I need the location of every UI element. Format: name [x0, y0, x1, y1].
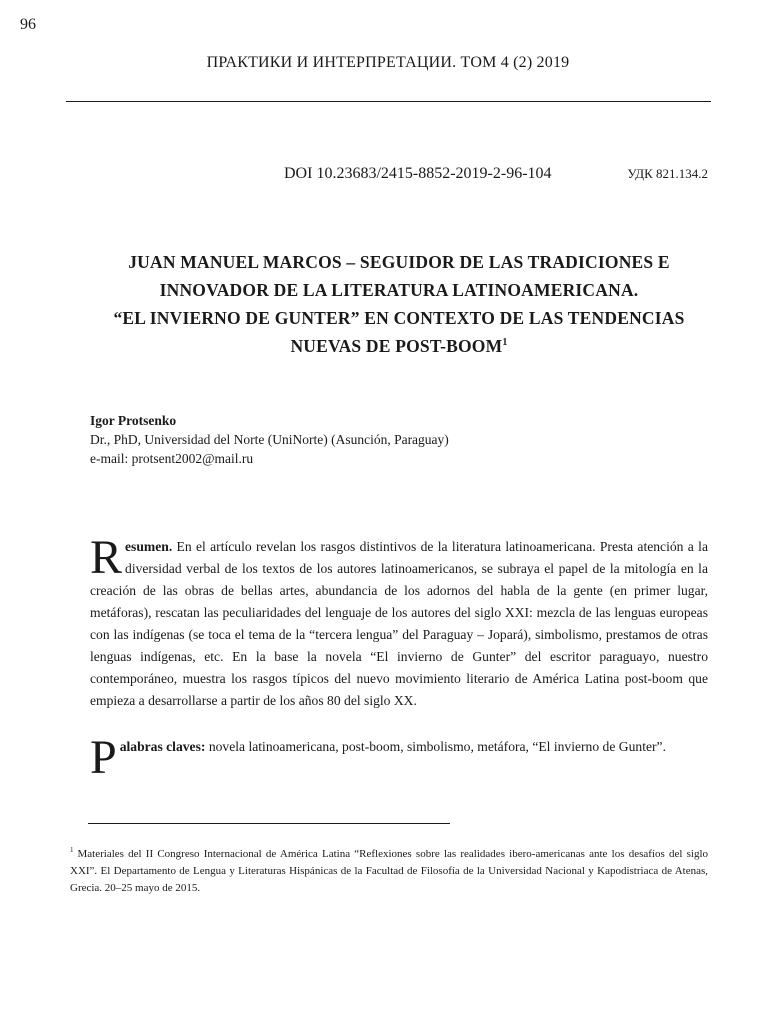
author-name: Igor Protsenko — [90, 413, 177, 428]
udk-code: УДК 821.134.2 — [627, 166, 708, 181]
keywords-paragraph — [90, 731, 708, 784]
article-title — [90, 248, 708, 360]
doi-identifier: DOI 10.23683/2415-8852-2019-2-96-104 — [284, 165, 552, 182]
abstract-text: En el artículo revelan los rasgos distintivos de la literatura latinoamericana. Presta atención a la diversidad verbal de los textos de los autores latinoamericanos, se subraya el papel de la mitología en la creación de las obras de bellas artes, abundancia de los adornos del habla de la gente (en primer lugar, metáforas), rescatan las peculiaridades del lenguaje de los autores del siglo XXI: mezcla de las lenguas europeas con las indígenas (se toca el tema de la “tercera lengua” del Paraguay – Jopará), simbolismo, prestamos de otras lenguas indígenas, etc. En la base la novela “El invierno de Gunter” del escritor paraguayo, nuestro contemporáneo, muestra los rasgos típicos del nuevo movimiento literario de América Latina post-boom que empieza a desarrollarse a partir de los años 80 del siglo XX. — [90, 539, 708, 708]
page-number: 96 — [20, 16, 36, 33]
title-line-text: NUEVAS DE POST-BOOM — [290, 336, 503, 356]
author-affiliation: Dr., PhD, Universidad del Norte (UniNorte) (Asunción, Paraguay) — [90, 432, 449, 447]
footnote — [70, 846, 708, 897]
title-line-last — [90, 332, 708, 360]
header-divider — [66, 101, 711, 102]
keywords-label: alabras claves: — [119, 739, 206, 754]
author-block — [90, 411, 449, 468]
title-line: JUAN MANUEL MARCOS – SEGUIDOR DE LAS TRADICIONES E — [128, 252, 670, 272]
footnote-mark: 1 — [70, 846, 74, 855]
footnote-text: Materiales del II Congreso Internacional de América Latina “Reflexiones sobre las realidades ibero-americanas ante los desafíos del siglo XXI”. El Departamento de Lengua y Literaturas Hispánicas de la Facultad de Filosofía de la Universidad Nacional y Kapodistriaca de Atenas, Grecia. 20–25 mayo de 2015. — [70, 848, 708, 894]
title-footnote-mark: 1 — [502, 337, 508, 349]
author-email: e-mail: protsent2002@mail.ru — [90, 451, 254, 466]
title-line: INNOVADOR DE LA LITERATURA LATINOAMERICANA. — [159, 280, 639, 300]
abstract-dropcap: R — [90, 531, 123, 584]
keywords-dropcap: P — [90, 731, 117, 784]
abstract-label: esumen. — [125, 539, 173, 554]
title-line: “EL INVIERNO DE GUNTER” EN CONTEXTO DE LAS TENDENCIAS — [113, 308, 685, 328]
keywords-text: novela latinoamericana, post-boom, simbolismo, metáfora, “El invierno de Gunter”. — [205, 739, 666, 754]
footnote-divider — [88, 823, 450, 824]
abstract-paragraph — [90, 531, 708, 712]
journal-running-header: ПРАКТИКИ И ИНТЕРПРЕТАЦИИ. ТОМ 4 (2) 2019 — [206, 54, 570, 71]
